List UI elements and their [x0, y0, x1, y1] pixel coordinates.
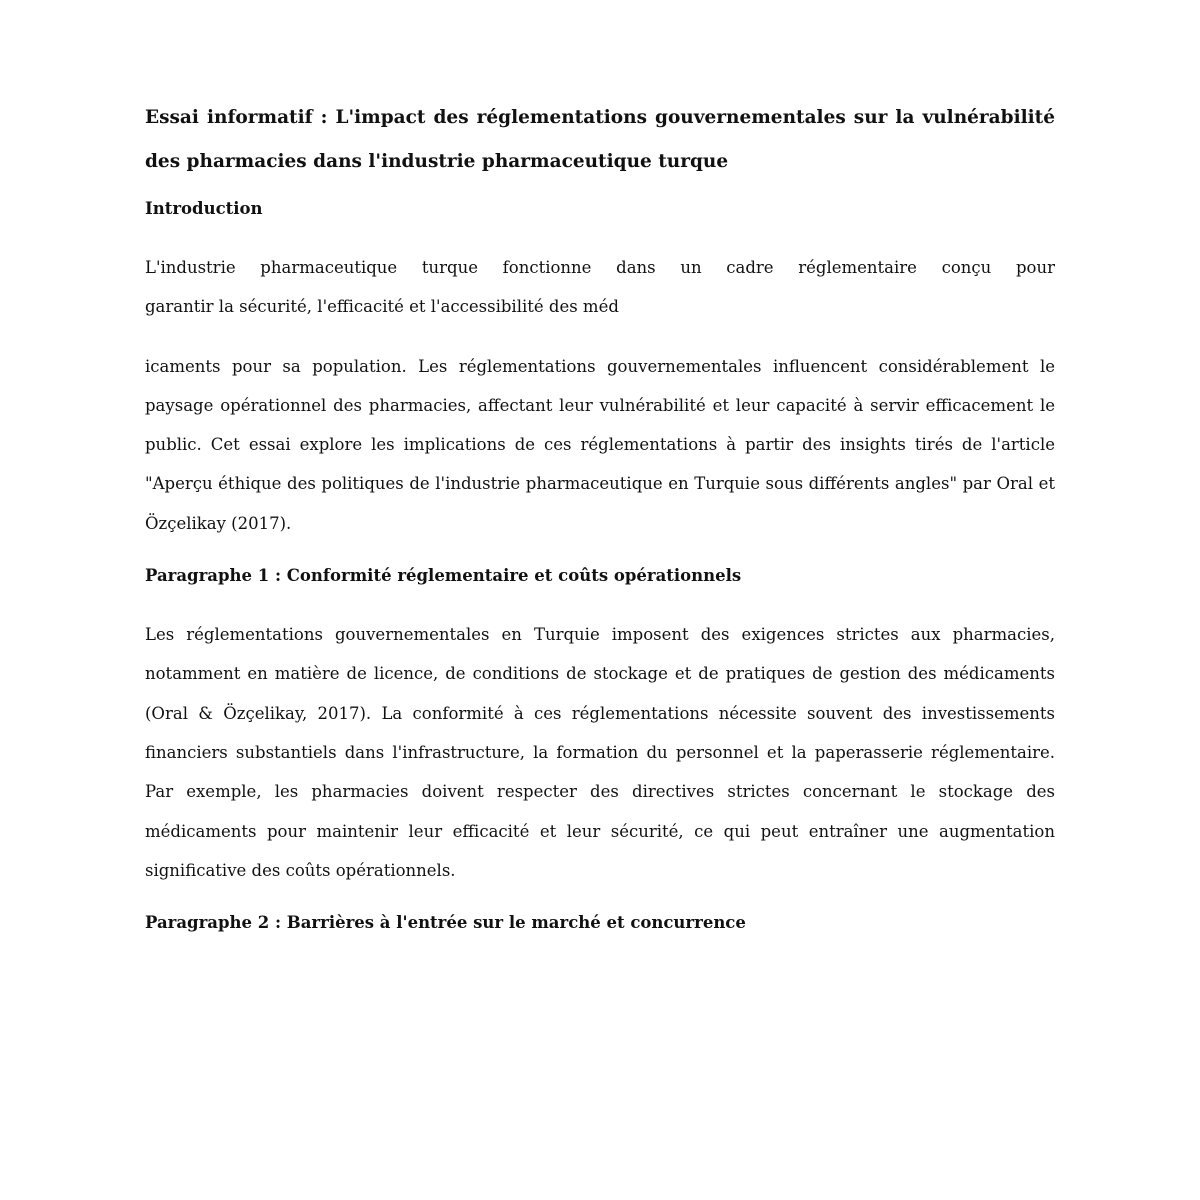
paragraphe-1-body: Les réglementations gouvernementales en Turquie imposent des exigences strictes aux pharmacies, notamment en matière de licence, de conditions de stockage et de pratiques de gestion des médicaments (Oral & Özçelikay, 2017). La conformité à ces réglementations nécessite souvent des investissements financiers substantiels dans l'infrastructure, la formation du personnel et la paperasserie réglementaire. Par exemple, les pharmacies doivent respecter des directives strictes concernant le stockage des médicaments pour maintenir leur efficacité et leur sécurité, ce qui peut entraîner une augmentation significative des coûts opérationnels. [145, 625, 1055, 880]
intro-paragraph-1-line-1: L'industrie pharmaceutique turque fonctionne dans un cadre réglementaire conçu pour [145, 258, 1055, 277]
essay-title: Essai informatif : L'impact des réglementations gouvernementales sur la vulnérabilité des pharmacies dans l'industrie pharmaceutique turque [145, 107, 1055, 172]
section-heading-introduction: Introduction [145, 199, 263, 218]
section-heading-paragraphe-2: Paragraphe 2 : Barrières à l'entrée sur le marché et concurrence [145, 913, 746, 933]
intro-paragraph-1 [145, 248, 1055, 327]
section-heading-paragraphe-1: Paragraphe 1 : Conformité réglementaire et coûts opérationnels [145, 566, 742, 586]
document-page [145, 96, 1055, 962]
intro-paragraph-1-line-2: garantir la sécurité, l'efficacité et l'accessibilité des méd [145, 297, 619, 317]
intro-paragraph-2: icaments pour sa population. Les réglementations gouvernementales influencent considérablement le paysage opérationnel des pharmacies, affectant leur vulnérabilité et leur capacité à servir efficacement le public. Cet essai explore les implications de ces réglementations à partir des insights tirés de l'article "Aperçu éthique des politiques de l'industrie pharmaceutique en Turquie sous différents angles" par Oral et Özçelikay (2017). [145, 356, 1055, 533]
